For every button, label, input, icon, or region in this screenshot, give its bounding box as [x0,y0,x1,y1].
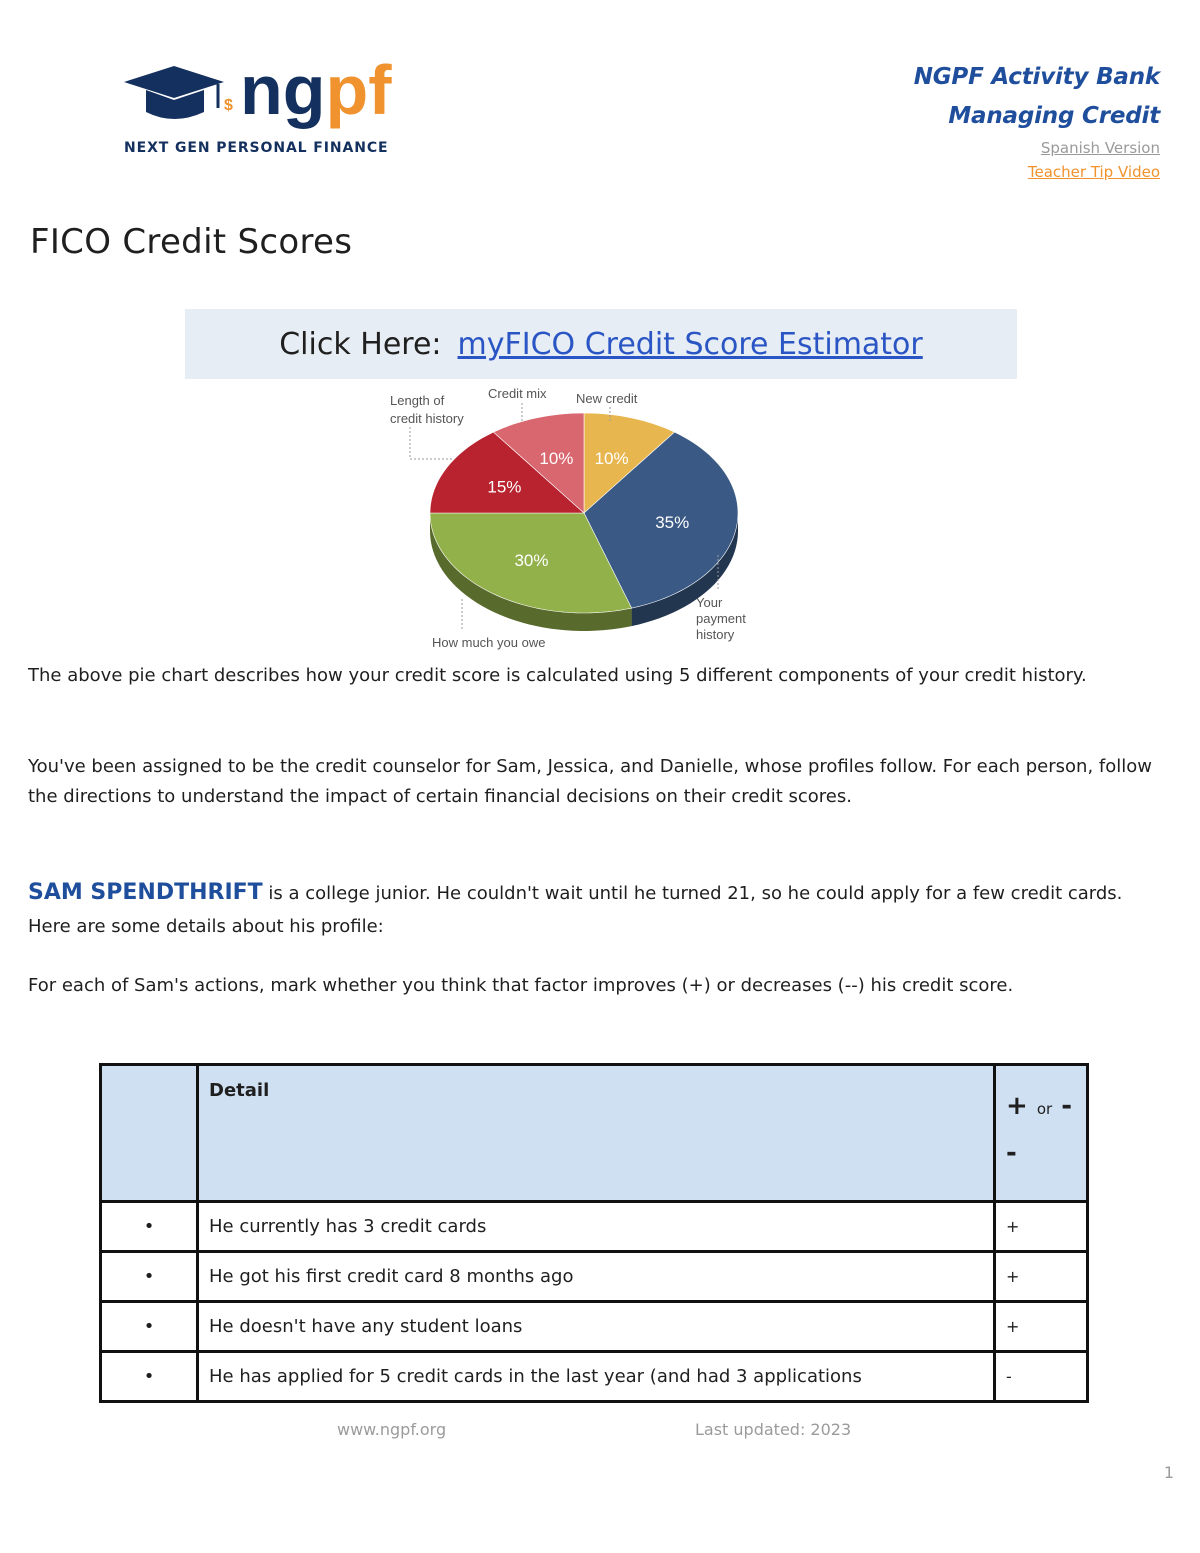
table-header-row [101,1065,1088,1202]
table-row [101,1352,1088,1402]
header-minus-a: - [1061,1091,1073,1121]
spanish-version-link[interactable]: Spanish Version [1040,139,1160,157]
label-payment-1: Your [696,595,723,610]
label-how-much-owe: How much you owe [432,635,546,650]
row-mark[interactable]: - [995,1352,1088,1402]
header-detail: Detail [198,1065,995,1202]
sam-instructions: For each of Sam's actions, mark whether you think that factor improves (+) or decreases (--) his credit score. [28,975,1014,996]
footer-updated: Last updated: 2023 [695,1420,852,1439]
pie-pct-label: 10% [539,448,574,468]
pie-pct-label: 15% [487,477,522,497]
unit-title: Managing Credit [948,103,1160,129]
click-here-label: Click Here: [279,326,442,362]
fico-pie-chart [384,383,784,655]
row-detail: He currently has 3 credit cards [198,1202,995,1252]
sam-intro [28,876,1170,943]
table-row [101,1252,1088,1302]
header-plus-or-minus [995,1065,1088,1202]
bullet: • [101,1352,198,1402]
bullet: • [101,1202,198,1252]
row-mark[interactable]: + [995,1202,1088,1252]
row-detail: He has applied for 5 credit cards in the last year (and had 3 applications [198,1352,995,1402]
sam-name: SAM SPENDTHRIFT [28,880,263,905]
logo-tagline: NEXT GEN PERSONAL FINANCE [124,140,389,156]
header-empty-cell [101,1065,198,1202]
pie-pct-label: 10% [594,448,629,468]
teacher-tip-video-link[interactable]: Teacher Tip Video [1027,163,1160,181]
table-row [101,1302,1088,1352]
footer-site: www.ngpf.org [337,1420,447,1439]
pie-pct-label: 35% [655,513,690,533]
svg-text:$: $ [224,97,233,114]
label-new-credit: New credit [576,391,638,406]
graduation-cap-icon [122,52,422,142]
table-row [101,1202,1088,1252]
sam-intro-text: is a college junior. He couldn't wait until he turned 21, so he could apply for a few credit cards. Here are some details about his profile: [28,883,1123,937]
label-length-2: credit history [390,411,464,426]
page-number: 1 [1163,1463,1174,1482]
logo-word: ngpf [240,52,392,129]
label-credit-mix: Credit mix [488,386,547,401]
label-payment-2: payment [696,611,746,626]
sam-details-table [99,1063,1089,1403]
header-plus: + [1006,1091,1028,1121]
header-block [914,58,1160,184]
counselor-intro: You've been assigned to be the credit counselor for Sam, Jessica, and Danielle, whose profiles follow. For each person, follow the directions to understand the impact of certain financial decisions on their credit scores. [28,756,1152,807]
row-detail: He doesn't have any student loans [198,1302,995,1352]
row-mark[interactable]: + [995,1252,1088,1302]
bullet: • [101,1302,198,1352]
activity-bank-title: NGPF Activity Bank [913,64,1160,90]
page-title: FICO Credit Scores [30,222,353,262]
header-minus-b: - [1006,1138,1017,1168]
label-length-1: Length of [390,393,445,408]
pie-chart-svg [384,383,784,655]
myfico-estimator-link[interactable]: myFICO Credit Score Estimator [457,326,923,362]
row-mark[interactable]: + [995,1302,1088,1352]
header-or: or [1036,1100,1053,1118]
label-payment-3: history [696,627,735,642]
estimator-callout [185,309,1017,379]
pie-description: The above pie chart describes how your credit score is calculated using 5 different components of your credit history. [28,665,1087,686]
pie-pct-label: 30% [514,550,549,570]
bullet: • [101,1252,198,1302]
row-detail: He got his first credit card 8 months ago [198,1252,995,1302]
